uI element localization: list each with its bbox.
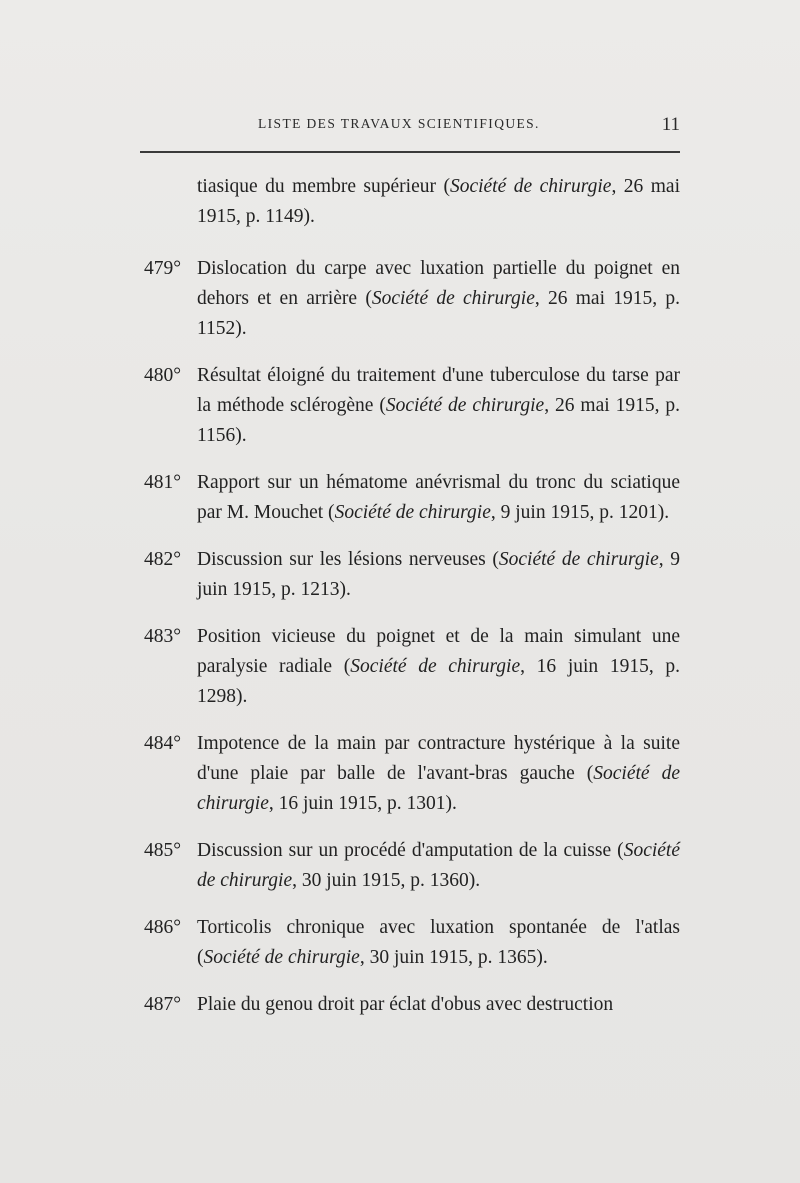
entry-list xyxy=(144,172,680,1037)
entry-journal: Société de chirurgie xyxy=(203,947,360,968)
entry-text-before: Torticolis chronique avec luxation spontanée de l'atlas ( xyxy=(197,917,680,968)
entry-journal: Société de chirurgie xyxy=(197,840,680,891)
entry-number: 481° xyxy=(144,472,182,493)
entry-text-before: tiasique du membre supérieur ( xyxy=(197,176,450,197)
entry-journal: Société de chirurgie xyxy=(449,176,612,197)
entry-text xyxy=(197,622,680,712)
entry-text xyxy=(197,729,680,819)
list-item xyxy=(144,172,680,232)
entry-text xyxy=(197,254,680,344)
entry-number: 483° xyxy=(144,626,182,647)
page-number: 11 xyxy=(661,114,680,135)
entry-text xyxy=(197,913,680,973)
list-item xyxy=(144,836,680,896)
entry-journal: Société de chirurgie xyxy=(498,549,659,570)
entry-number: 479° xyxy=(144,258,182,279)
list-item xyxy=(144,729,680,819)
entry-text-after: , 9 juin 1915, p. 1213). xyxy=(197,549,681,600)
list-item xyxy=(144,361,680,451)
list-item xyxy=(144,254,680,344)
entry-text-before: Discussion sur les lésions nerveuses ( xyxy=(197,549,499,570)
entry-text-after: , 16 juin 1915, p. 1301). xyxy=(268,793,457,814)
entry-text-after: , 26 mai 1915, p. 1149). xyxy=(197,176,680,227)
entry-text xyxy=(197,545,680,605)
entry-text xyxy=(197,990,680,1020)
entry-number: 486° xyxy=(144,917,182,938)
entry-journal: Société de chirurgie xyxy=(350,656,521,677)
list-item xyxy=(144,545,680,605)
entry-text-after: , 26 mai 1915, p. 1152). xyxy=(197,288,680,339)
entry-journal: Société de chirurgie xyxy=(385,395,545,416)
entry-journal: Société de chirurgie xyxy=(334,502,491,523)
entry-text-after: , 26 mai 1915, p. 1156). xyxy=(197,395,680,446)
entry-text-after: , 16 juin 1915, p. 1298). xyxy=(197,656,680,707)
entry-text-after: , 30 juin 1915, p. 1365). xyxy=(359,947,548,968)
entry-journal: Société de chirurgie xyxy=(371,288,535,309)
running-title: LISTE DES TRAVAUX SCIENTIFIQUES. xyxy=(258,116,540,131)
entry-number: 480° xyxy=(144,365,182,386)
list-item xyxy=(144,913,680,973)
entry-text-after: , 9 juin 1915, p. 1201). xyxy=(490,502,670,523)
entry-text-before: Dislocation du carpe avec luxation partielle du poignet en dehors et en arrière ( xyxy=(197,258,680,309)
entry-text xyxy=(197,172,680,232)
entry-number: 487° xyxy=(144,994,182,1015)
entry-journal: Société de chirurgie xyxy=(197,763,680,814)
entry-text-before: Impotence de la main par contracture hystérique à la suite d'une plaie par balle de l'avant-bras gauche ( xyxy=(197,733,680,784)
entry-text-before: Résultat éloigné du traitement d'une tuberculose du tarse par la méthode sclérogène ( xyxy=(197,365,680,416)
entry-text-before: Rapport sur un hématome anévrismal du tronc du sciatique par M. Mouchet ( xyxy=(197,472,680,523)
list-item xyxy=(144,622,680,712)
entry-text-before: Position vicieuse du poignet et de la main simulant une paralysie radiale ( xyxy=(197,626,680,677)
entry-text xyxy=(197,361,680,451)
entry-number: 485° xyxy=(144,840,182,861)
entry-text-before: Plaie du genou droit par éclat d'obus avec destruction xyxy=(197,994,614,1015)
entry-number: 484° xyxy=(144,733,182,754)
entry-text xyxy=(197,836,680,896)
entry-text-before: Discussion sur un procédé d'amputation de la cuisse ( xyxy=(197,840,624,861)
header-rule xyxy=(140,151,680,153)
entry-text-after: , 30 juin 1915, p. 1360). xyxy=(292,870,481,891)
entry-text xyxy=(197,468,680,528)
page-header xyxy=(140,116,680,136)
entry-number: 482° xyxy=(144,549,182,570)
list-item xyxy=(144,990,680,1020)
list-item xyxy=(144,468,680,528)
